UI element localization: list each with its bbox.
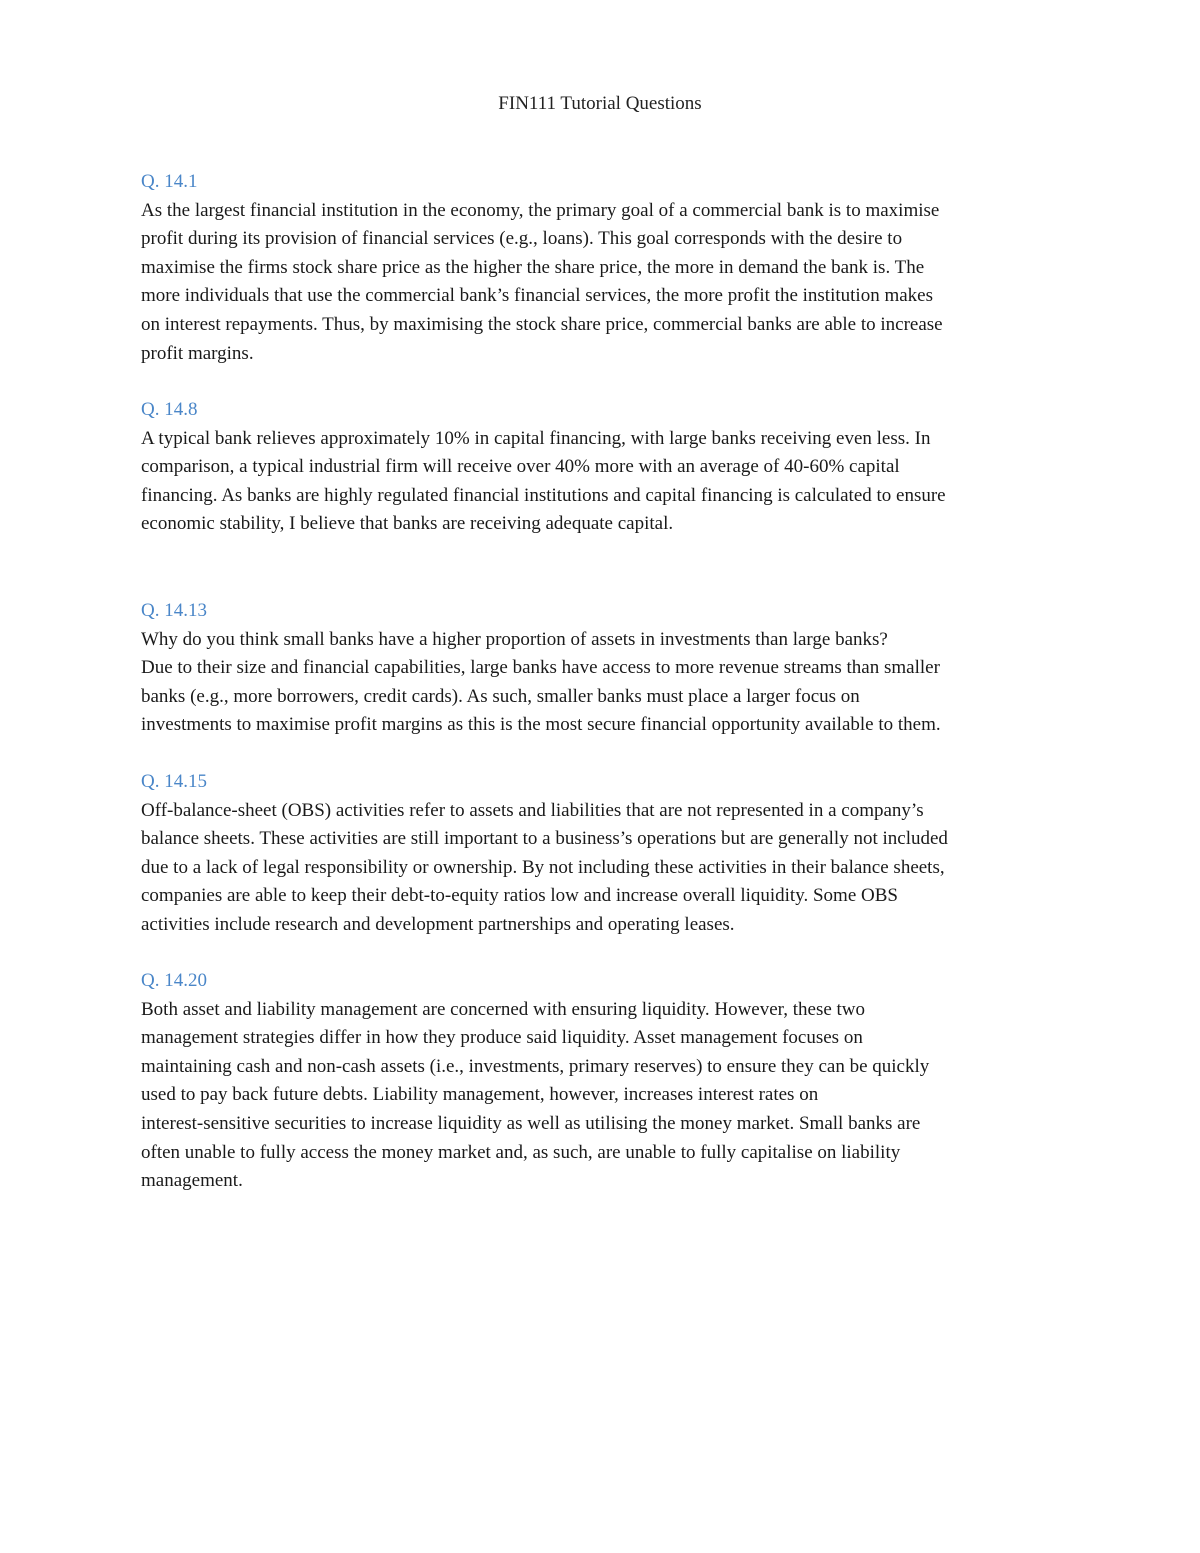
answer-line: profit during its provision of financial services (e.g., loans). This goal corresponds with the desire to [141,228,903,250]
answer-line: financing. As banks are highly regulated financial institutions and capital financing is calculated to ensure [141,484,946,506]
question-heading: Q. 14.20 [141,970,207,991]
document-title: FIN111 Tutorial Questions [498,93,702,114]
answer-line: investments to maximise profit margins as this is the most secure financial opportunity available to them. [141,714,941,736]
answer-line: often unable to fully access the money market and, as such, are unable to fully capitalise on liability [141,1141,901,1163]
answer-line: due to a lack of legal responsibility or ownership. By not including these activities in their balance sheets, [141,856,945,878]
answer-line: Both asset and liability management are concerned with ensuring liquidity. However, these two [141,998,866,1020]
answer-line: interest-sensitive securities to increase liquidity as well as utilising the money market. Small banks are [141,1112,921,1134]
answer-line: As the largest financial institution in the economy, the primary goal of a commercial bank is to maximise [141,199,940,221]
answer-line: activities include research and development partnerships and operating leases. [141,913,735,935]
answer-line: Due to their size and financial capabilities, large banks have access to more revenue streams than smaller [141,657,940,679]
question-section-14-13 [141,597,1066,740]
answer-line: Off-balance-sheet (OBS) activities refer to assets and liabilities that are not represented in a company’s [141,799,924,821]
answer-line: A typical bank relieves approximately 10% in capital financing, with large banks receiving even less. In [141,427,931,449]
answer-line: maximise the firms stock share price as the higher the share price, the more in demand the bank is. The [141,256,925,278]
answer-line: management strategies differ in how they produce said liquidity. Asset management focuses on [141,1027,863,1049]
answer-line: companies are able to keep their debt-to-equity ratios low and increase overall liquidity. Some OBS [141,885,898,907]
answer-line: maintaining cash and non-cash assets (i.e., investments, primary reserves) to ensure they can be quickly [141,1055,930,1077]
answer-line: banks (e.g., more borrowers, credit cards). As such, smaller banks must place a larger focus on [141,685,860,707]
question-section-14-8 [141,396,1066,539]
question-section-14-1 [141,168,1066,368]
answer-line: management. [141,1170,243,1192]
answer-line: profit margins. [141,342,254,364]
question-heading: Q. 14.15 [141,771,207,792]
question-heading: Q. 14.13 [141,600,207,621]
answer-line: economic stability, I believe that banks are receiving adequate capital. [141,513,674,535]
answer-line: on interest repayments. Thus, by maximising the stock share price, commercial banks are able to increase [141,313,943,335]
answer-line: comparison, a typical industrial firm will receive over 40% more with an average of 40-60% capital [141,456,900,478]
question-heading: Q. 14.1 [141,171,198,192]
answer-line: more individuals that use the commercial bank’s financial services, the more profit the institution makes [141,285,933,307]
question-section-14-20 [141,967,1066,1196]
question-text-line: Why do you think small banks have a higher proportion of assets in investments than large banks? [141,628,888,650]
answer-line: balance sheets. These activities are still important to a business’s operations but are generally not included [141,828,948,850]
question-section-14-15 [141,768,1066,940]
answer-line: used to pay back future debts. Liability management, however, increases interest rates on [141,1084,819,1106]
question-heading: Q. 14.8 [141,399,198,420]
